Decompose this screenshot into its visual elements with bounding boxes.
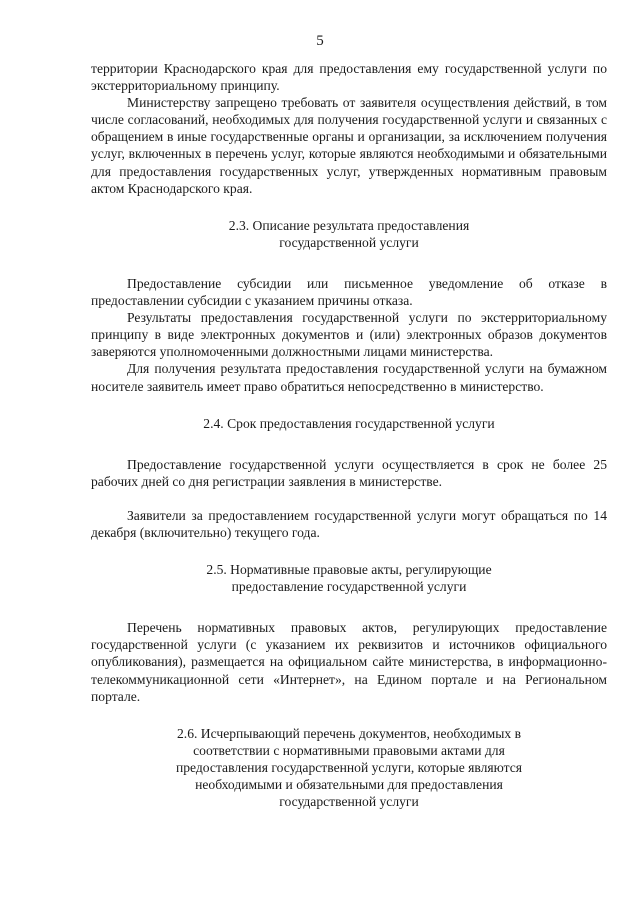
heading-line: предоставления государственной услуги, которые являются <box>175 759 523 775</box>
section-heading-2-4 <box>91 415 607 432</box>
paragraph-result-subsidy: Предоставление субсидии или письменное уведомление об отказе в предоставлении субсидии с указанием причины отказа. <box>91 275 607 309</box>
heading-line: соответствии с нормативными правовыми актами для <box>193 742 505 758</box>
heading-line: 2.4. Срок предоставления государственной услуги <box>203 415 495 431</box>
paragraph-deadline: Заявители за предоставлением государственной услуги могут обращаться по 14 декабря (включительно) текущего года. <box>91 507 607 540</box>
paragraph-result-paper: Для получения результата предоставления государственной услуги на бумажном носителе заявитель имеет право обратиться непосредственно в министерство. <box>91 361 607 394</box>
document-body <box>91 60 607 810</box>
heading-line: предоставление государственной услуги <box>231 579 467 595</box>
paragraph-term: Предоставление государственной услуги осуществляется в срок не более 25 рабочих дней со дня регистрации заявления в министерстве. <box>91 456 607 489</box>
heading-line: государственной услуги <box>279 794 419 810</box>
page-number: 5 <box>316 33 324 49</box>
section-heading-2-3 <box>91 217 607 251</box>
heading-line: необходимыми и обязательными для предоставления <box>195 777 503 792</box>
section-heading-2-6 <box>91 725 607 810</box>
paragraph-result-extraterritorial: Результаты предоставления государственной услуги по экстерриториальному принципу в виде электронных документов и (или) электронных образов документов заверяются уполномоченными должностными лицами министерства. <box>91 310 607 360</box>
heading-line: 2.3. Описание результата предоставления <box>228 217 470 233</box>
paragraph-ministry-prohibition: Министерству запрещено требовать от заявителя осуществления действий, в том числе согласований, необходимых для получения государственной услуги и связанных с обращением в иные государственные органы и организации, за исключением получения услуг, включенных в перечень услуг, которые являются необходимыми и обязательными для предоставления государственных услуг, утвержденных нормативным правовым актом Краснодарского края. <box>91 95 607 196</box>
paragraph-legal-acts: Перечень нормативных правовых актов, регулирующих предоставление государственной услуги (с указанием их реквизитов и источников официального опубликования), размещается на официальном сайте министерства, в информационно-телекоммуникационной сети «Интернет», на Едином портале и на Региональном портале. <box>91 620 607 704</box>
heading-line: 2.5. Нормативные правовые акты, регулирующие <box>206 562 492 578</box>
heading-line: государственной услуги <box>279 234 419 250</box>
paragraph-continuation: территории Краснодарского края для предоставления ему государственной услуги по экстерриториальному принципу. <box>91 61 607 94</box>
heading-line: 2.6. Исчерпывающий перечень документов, необходимых в <box>177 725 521 741</box>
section-heading-2-5 <box>91 561 607 595</box>
